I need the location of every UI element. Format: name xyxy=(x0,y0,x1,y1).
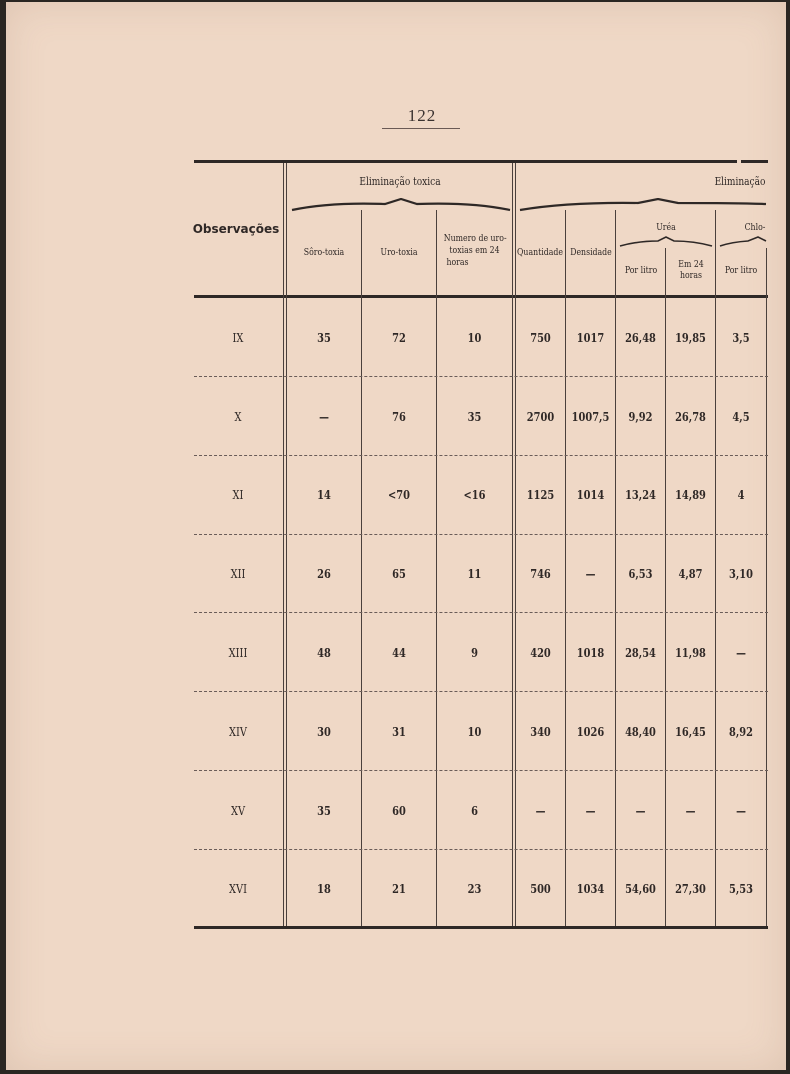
cell-urea-24: 27,30 xyxy=(675,882,706,896)
header-numero-line2: toxias em 24 xyxy=(449,245,500,256)
cell-sero: 26 xyxy=(317,567,331,581)
brace-eliminacao xyxy=(518,198,768,212)
cell-uro: 65 xyxy=(392,567,406,581)
brace-eliminacao-toxica xyxy=(290,198,512,212)
cell-urea-24: 11,98 xyxy=(675,646,706,660)
cell-numero: 11 xyxy=(467,567,482,581)
cell-obs: XIII xyxy=(228,646,248,660)
cell-chlo-litro: 8,92 xyxy=(729,725,753,739)
row-separator xyxy=(194,534,768,535)
col-separator-tox-b xyxy=(515,163,516,926)
cell-chlo-litro: 5,53 xyxy=(729,882,753,896)
cell-sero: 30 xyxy=(317,725,331,739)
cell-uro: 31 xyxy=(392,725,406,739)
header-numero-line3: horas xyxy=(446,257,469,268)
row-separator xyxy=(194,849,768,850)
cell-quantidade: — xyxy=(535,804,546,818)
row-separator xyxy=(194,376,768,377)
cell-densidade: 1014 xyxy=(576,488,605,502)
page-number: 122 xyxy=(407,106,437,125)
cell-densidade: 1026 xyxy=(576,725,605,739)
col-separator-urea-chlo xyxy=(715,210,716,926)
cell-urea-litro: 48,40 xyxy=(625,725,656,739)
cell-uro: 60 xyxy=(392,804,406,818)
cell-urea-24: 14,89 xyxy=(675,488,706,502)
col-separator-right-edge xyxy=(766,248,767,926)
cell-sero: 48 xyxy=(317,646,331,660)
header-eliminacao: Eliminação xyxy=(714,175,766,188)
brace-chlo xyxy=(718,236,768,248)
header-urea: Uréa xyxy=(656,222,676,233)
cell-chlo-litro: — xyxy=(736,804,746,818)
cell-urea-24: 26,78 xyxy=(675,410,706,424)
header-densidade: Densidade xyxy=(570,247,612,258)
header-sero-toxia: Sôro-toxia xyxy=(303,247,345,258)
cell-urea-24: 19,85 xyxy=(675,331,706,345)
cell-obs: XI xyxy=(232,488,244,502)
row-separator xyxy=(194,770,768,771)
cell-sero: — xyxy=(319,410,329,424)
cell-urea-24: 4,87 xyxy=(678,567,703,581)
cell-numero: <16 xyxy=(463,488,486,502)
cell-quantidade: 746 xyxy=(530,567,551,581)
cell-numero: 10 xyxy=(467,725,482,739)
cell-obs: XIV xyxy=(228,725,247,739)
cell-densidade: 1017 xyxy=(576,331,605,345)
cell-sero: 14 xyxy=(317,488,331,502)
cell-chlo-litro: — xyxy=(736,646,746,660)
cell-obs: XII xyxy=(230,567,246,581)
cell-urea-litro: 26,48 xyxy=(625,331,656,345)
cell-urea-24: — xyxy=(685,804,696,818)
brace-urea xyxy=(618,236,714,248)
cell-obs: XV xyxy=(230,804,246,818)
cell-uro: 21 xyxy=(392,882,406,896)
col-separator-obs-a xyxy=(283,163,284,926)
row-separator xyxy=(194,691,768,692)
cell-sero: 18 xyxy=(317,882,331,896)
col-separator-sero xyxy=(361,210,362,926)
cell-numero: 9 xyxy=(471,646,478,660)
cell-urea-litro: 13,24 xyxy=(625,488,656,502)
col-separator-uro xyxy=(436,210,437,926)
cell-numero: 35 xyxy=(467,410,482,424)
cell-sero: 35 xyxy=(317,331,331,345)
table-top-rule xyxy=(194,160,737,163)
header-em24-line2: horas xyxy=(679,270,703,281)
row-separator xyxy=(194,612,768,613)
page-number-rule xyxy=(382,128,460,129)
cell-densidade: 1034 xyxy=(576,882,605,896)
cell-uro: 44 xyxy=(392,646,406,660)
cell-chlo-litro: 3,5 xyxy=(732,331,750,345)
cell-obs: X xyxy=(234,410,242,424)
cell-obs: IX xyxy=(232,331,244,345)
table-bottom-rule xyxy=(194,926,768,929)
header-chlo: Chlo- xyxy=(744,222,766,233)
cell-urea-24: 16,45 xyxy=(675,725,706,739)
cell-numero: 6 xyxy=(471,804,478,818)
cell-chlo-litro: 4,5 xyxy=(732,410,750,424)
header-urea-por-litro: Por litro xyxy=(624,265,658,276)
col-separator-dens xyxy=(615,210,616,926)
cell-urea-litro: 6,53 xyxy=(628,567,653,581)
cell-uro: 76 xyxy=(392,410,406,424)
cell-chlo-litro: 4 xyxy=(737,488,745,502)
cell-sero: 35 xyxy=(317,804,331,818)
table-top-rule-right xyxy=(741,160,768,163)
header-uro-toxia: Uro-toxia xyxy=(380,247,418,258)
cell-urea-litro: — xyxy=(635,804,646,818)
cell-chlo-litro: 3,10 xyxy=(729,567,753,581)
cell-quantidade: 340 xyxy=(530,725,551,739)
cell-quantidade: 2700 xyxy=(526,410,555,424)
cell-numero: 23 xyxy=(467,882,482,896)
cell-densidade: 1018 xyxy=(576,646,605,660)
cell-urea-litro: 28,54 xyxy=(625,646,656,660)
cell-uro: 72 xyxy=(392,331,406,345)
cell-quantidade: 420 xyxy=(530,646,551,660)
header-chlo-por-litro: Por litro xyxy=(724,265,758,276)
col-separator-tox-a xyxy=(512,163,513,926)
header-bottom-rule xyxy=(194,295,768,298)
header-observacoes: Observações xyxy=(192,222,280,236)
header-quantidade: Quantidade xyxy=(517,247,563,258)
col-separator-quant xyxy=(565,210,566,926)
col-separator-obs-b xyxy=(286,163,287,926)
cell-densidade: — xyxy=(585,567,596,581)
cell-densidade: 1007,5 xyxy=(571,410,610,424)
cell-urea-litro: 54,60 xyxy=(625,882,656,896)
cell-uro: <70 xyxy=(388,488,410,502)
header-em24-line1: Em 24 xyxy=(678,259,704,270)
col-separator-urea xyxy=(665,248,666,926)
cell-urea-litro: 9,92 xyxy=(628,410,653,424)
cell-densidade: — xyxy=(585,804,596,818)
cell-numero: 10 xyxy=(467,331,482,345)
cell-quantidade: 500 xyxy=(530,882,551,896)
header-eliminacao-toxica: Eliminação toxica xyxy=(359,175,441,188)
header-numero-line1: Numero de uro- xyxy=(443,233,507,244)
row-separator xyxy=(194,455,768,456)
cell-obs: XVI xyxy=(228,882,247,896)
cell-quantidade: 750 xyxy=(530,331,551,345)
cell-quantidade: 1125 xyxy=(526,488,555,502)
